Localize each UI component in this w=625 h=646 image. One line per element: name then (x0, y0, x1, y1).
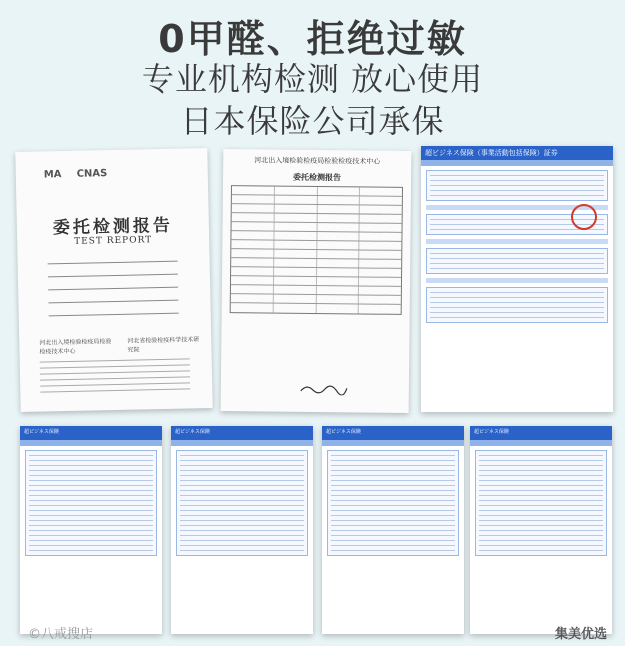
insurance-page-header: 超ビジネス保険 (322, 426, 464, 440)
test-report-cover (15, 148, 212, 412)
headline-formaldehyde: 0甲醛、拒绝过敏 (158, 17, 467, 61)
report-header: 河北出入境检验检疫局检验检疫技术中心 (254, 156, 381, 166)
watermark-left: ©八戒搜店 (28, 627, 94, 642)
report-table (230, 185, 403, 315)
certificate-header: 超ビジネス保険（事業活動包括保険）証券 (421, 146, 613, 160)
headline-testing: 专业机构检测 放心使用 (141, 60, 484, 98)
ma-logo: MA (43, 169, 62, 181)
report-small-print (40, 358, 191, 397)
report-title-en: TEST REPORT (74, 235, 153, 247)
signature-icon (299, 383, 349, 399)
report-page-title: 委托检测报告 (293, 171, 342, 183)
report-title-cn: 委托检测报告 (52, 215, 174, 239)
test-report-page (221, 149, 412, 413)
report-fields (48, 261, 179, 329)
insurance-page-header: 超ビジネス保険 (470, 426, 612, 440)
accreditation-logos (44, 168, 120, 181)
insurance-page (322, 426, 464, 634)
insurance-page-header: 超ビジネス保険 (20, 426, 162, 440)
insurance-page-header: 超ビジネス保険 (171, 426, 313, 440)
headline-insurance: 日本保险公司承保 (180, 102, 445, 140)
company-stamp-icon (571, 204, 597, 230)
org-right: 河北省检验检疫科学技术研究院 (127, 336, 200, 354)
insurance-page (20, 426, 162, 634)
cnas-logo: CNAS (76, 168, 108, 180)
report-organizations (39, 334, 199, 355)
insurance-certificate (421, 146, 613, 412)
watermark-right: 集美优选 (554, 627, 607, 642)
insurance-page (470, 426, 612, 634)
org-left: 河北出入境检验检疫局检验检疫技术中心 (39, 338, 112, 356)
insurance-page (171, 426, 313, 634)
